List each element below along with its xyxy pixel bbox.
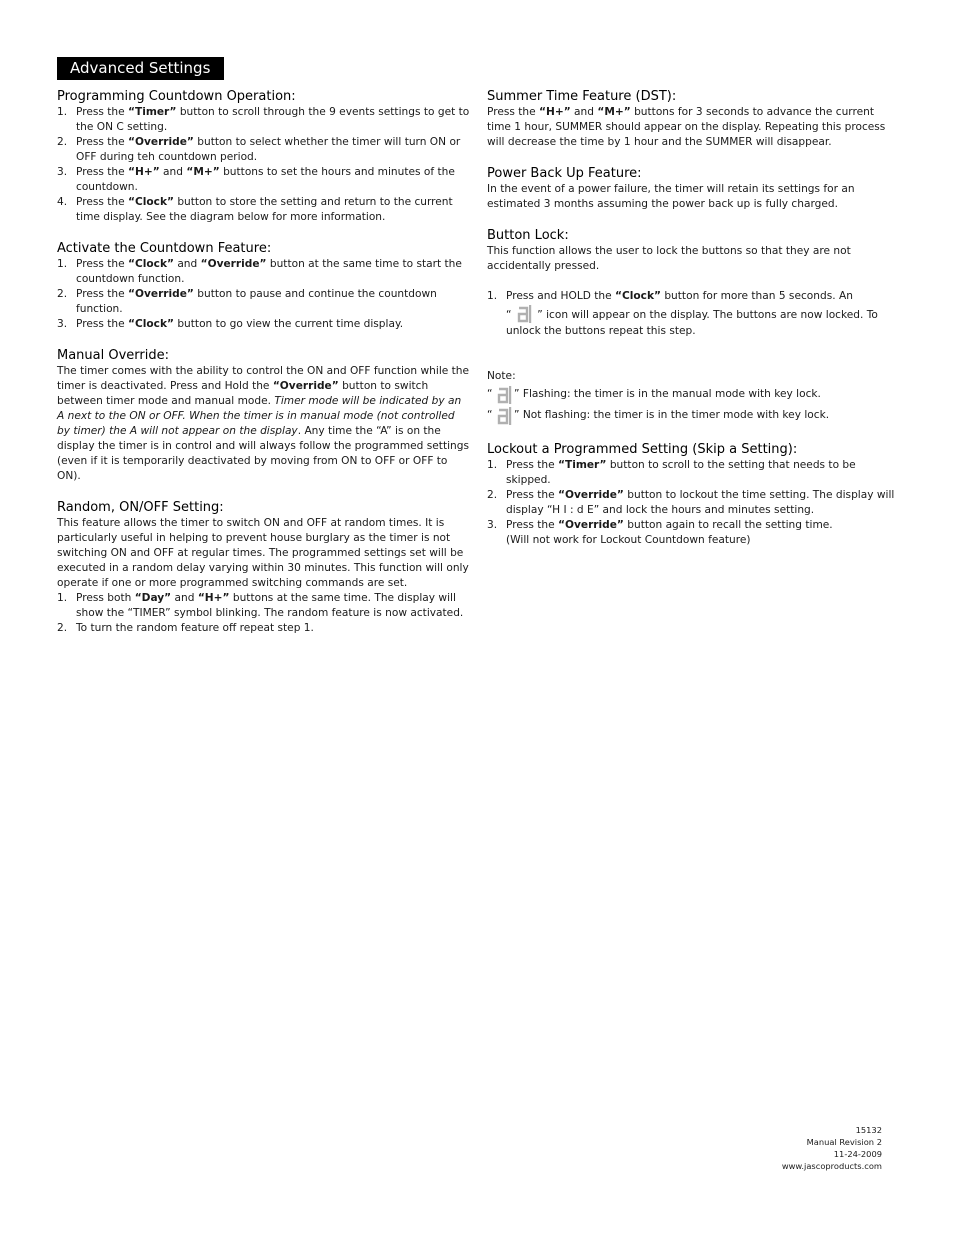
- right-column: [487, 89, 897, 564]
- manual-code: 15132: [855, 1125, 882, 1135]
- lockout-note: (Will not work for Lockout Countdown feature): [506, 534, 751, 546]
- button-name: “Clock”: [128, 318, 174, 330]
- button-name: “M+”: [186, 166, 220, 178]
- item-text: ” icon will appear on the display. The buttons are now locked. To unlock the buttons repeat this step.: [506, 309, 878, 337]
- item-number: 3.: [57, 166, 68, 178]
- button-name: “Override”: [558, 489, 624, 501]
- item-number: 3.: [487, 519, 498, 531]
- item-text: button to go view the current time display.: [173, 318, 404, 330]
- item-text: Press the: [76, 258, 129, 270]
- item-number: 1.: [57, 258, 68, 270]
- item-text: button to lockout the time setting. The display will display “H I : d E” and lock the hours and minutes setting.: [506, 489, 895, 516]
- list-item: [57, 317, 470, 332]
- section-banner: Advanced Settings: [57, 57, 224, 80]
- paragraph-text: Press the: [487, 106, 540, 118]
- button-name: “Clock”: [128, 258, 174, 270]
- item-number: 1.: [57, 106, 68, 118]
- item-text: button to scroll to the setting that needs to be skipped.: [506, 459, 856, 486]
- button-name: “Timer”: [558, 459, 607, 471]
- list-item: [487, 488, 897, 518]
- random-section: [57, 500, 470, 636]
- list-item: [57, 195, 470, 225]
- item-text: button to scroll through the 9 events settings to get to the ON C setting.: [76, 106, 470, 133]
- item-number: 1.: [487, 459, 498, 471]
- list-item: [487, 458, 897, 488]
- activate-list: [57, 257, 470, 332]
- item-text: Press the: [506, 459, 559, 471]
- button-lock-text: This function allows the user to lock the buttons so that they are not accidentally pressed.: [487, 245, 851, 272]
- list-item: [57, 621, 470, 636]
- item-text: Press the: [76, 318, 129, 330]
- manual-revision: Manual Revision 2: [806, 1137, 882, 1147]
- paragraph-text: and: [570, 106, 598, 118]
- random-text: This feature allows the timer to switch ON and OFF at random times. It is particularly useful in helping to prevent house burglary as the timer is not switching ON and OFF at regular times. The programmed settings set will be executed in a random delay varying within 30 minutes. This function will only operate if one or more programmed switching commands are set.: [57, 517, 469, 589]
- item-number: 2.: [57, 288, 68, 300]
- item-text: Press the: [76, 106, 129, 118]
- list-item: [57, 287, 470, 317]
- manual-date: 11-24-2009: [833, 1149, 882, 1159]
- footer: [782, 1124, 882, 1172]
- item-number: 2.: [57, 622, 68, 634]
- item-text: buttons at the same time. The display will show the “TIMER” symbol blinking. The random feature is now activated.: [76, 592, 464, 619]
- paragraph-text: button to switch between timer mode and manual mode.: [57, 380, 429, 407]
- power-section: [487, 166, 897, 212]
- activate-title: Activate the Countdown Feature:: [57, 241, 272, 256]
- item-text: Press the: [76, 136, 129, 148]
- paragraph-text: The timer comes with the ability to control the ON and OFF function while the timer is deactivated. Press and Hold the: [57, 365, 470, 392]
- button-name: “H+”: [539, 106, 571, 118]
- lock-display-icon: [497, 406, 512, 426]
- paragraph-text: buttons for 3 seconds to advance the current time 1 hour, SUMMER should appear on the display. Repeating this process will decrease the time by 1 hour and the SUMMER will disappear.: [487, 106, 886, 148]
- button-lock-title: Button Lock:: [487, 228, 569, 243]
- list-item: [487, 289, 897, 339]
- note-row: [487, 384, 897, 405]
- item-number: 1.: [487, 290, 498, 302]
- item-text: button to pause and continue the countdown function.: [76, 288, 437, 315]
- quote-mark: “: [506, 309, 512, 321]
- programming-section: [57, 89, 470, 225]
- button-name: “Override”: [272, 380, 339, 392]
- manual-override-section: [57, 348, 470, 484]
- button-name: “Day”: [134, 592, 172, 604]
- item-text: Press both: [76, 592, 135, 604]
- quote-mark: “: [487, 409, 493, 421]
- dst-title: Summer Time Feature (DST):: [487, 89, 677, 104]
- button-lock-list: [487, 289, 897, 339]
- item-number: 1.: [57, 592, 68, 604]
- power-title: Power Back Up Feature:: [487, 166, 642, 181]
- item-text: button to store the setting and return to the current time display. See the diagram below for more information.: [76, 196, 453, 223]
- list-item: [57, 591, 470, 621]
- lock-display-icon: [497, 385, 512, 405]
- list-item: [57, 257, 470, 287]
- item-number: 3.: [57, 318, 68, 330]
- manual-override-text: [57, 364, 470, 484]
- item-text: Press the: [506, 519, 559, 531]
- programming-list: [57, 105, 470, 225]
- list-item: [57, 105, 470, 135]
- item-text: button to select whether the timer will turn ON or OFF during teh countdown period.: [76, 136, 461, 163]
- item-text: To turn the random feature off repeat step 1.: [76, 622, 314, 634]
- item-text: and: [159, 166, 187, 178]
- button-name: “Override”: [128, 288, 194, 300]
- item-text: Press the: [76, 166, 129, 178]
- note-text: ” Not flashing: the timer is in the timer mode with key lock.: [514, 409, 830, 421]
- item-number: 2.: [57, 136, 68, 148]
- lockout-section: [487, 442, 897, 548]
- item-text: and: [171, 592, 198, 604]
- list-item: [487, 518, 897, 548]
- power-text: In the event of a power failure, the timer will retain its settings for an estimated 3 months assuming the power back up is fully charged.: [487, 183, 855, 210]
- item-text: Press the: [76, 288, 129, 300]
- item-text: Press and HOLD the: [506, 290, 616, 302]
- item-text: and: [173, 258, 201, 270]
- dst-section: [487, 89, 897, 150]
- paragraph-text: . Any time the “A” is on the display the timer is in control and will always follow the programmed settings (even if it is temporarily deactivated by moving from ON to OFF or OFF to ON).: [57, 425, 470, 482]
- button-name: “H+”: [197, 592, 230, 604]
- lockout-title: Lockout a Programmed Setting (Skip a Setting):: [487, 442, 798, 457]
- website-link[interactable]: www.jascoproducts.com: [781, 1161, 882, 1171]
- button-lock-section: [487, 228, 897, 426]
- italic-note: Timer mode will be indicated by an A next to the ON or OFF. When the timer is in manual mode (not controlled by timer) the A will not appear on the display: [57, 395, 462, 437]
- button-name: “Clock”: [128, 196, 174, 208]
- button-name: “Timer”: [128, 106, 177, 118]
- list-item: [57, 165, 470, 195]
- item-number: 4.: [57, 196, 68, 208]
- dst-text: [487, 105, 897, 150]
- button-name: “Override”: [200, 258, 267, 270]
- left-column: [57, 89, 470, 652]
- item-text: Press the: [506, 489, 559, 501]
- manual-override-title: Manual Override:: [57, 348, 169, 363]
- note-row: [487, 405, 897, 426]
- programming-title: Programming Countdown Operation:: [57, 89, 296, 104]
- note-text: ” Flashing: the timer is in the manual mode with key lock.: [514, 388, 821, 400]
- button-name: “H+”: [128, 166, 160, 178]
- list-item: [57, 135, 470, 165]
- random-list: [57, 591, 470, 636]
- item-number: 2.: [487, 489, 498, 501]
- button-name: “M+”: [597, 106, 631, 118]
- quote-mark: “: [487, 388, 493, 400]
- item-text: buttons to set the hours and minutes of the countdown.: [76, 166, 455, 193]
- button-name: “Override”: [128, 136, 194, 148]
- item-text: button for more than 5 seconds. An: [660, 290, 853, 302]
- item-text: Press the: [76, 196, 129, 208]
- button-name: “Override”: [558, 519, 624, 531]
- random-title: Random, ON/OFF Setting:: [57, 500, 224, 515]
- activate-section: [57, 241, 470, 332]
- button-name: “Clock”: [615, 290, 661, 302]
- item-text: button again to recall the setting time.: [623, 519, 833, 531]
- item-text: button at the same time to start the countdown function.: [76, 258, 462, 285]
- note-label: Note:: [487, 370, 516, 382]
- lock-display-icon: [517, 304, 532, 324]
- lockout-list: [487, 458, 897, 548]
